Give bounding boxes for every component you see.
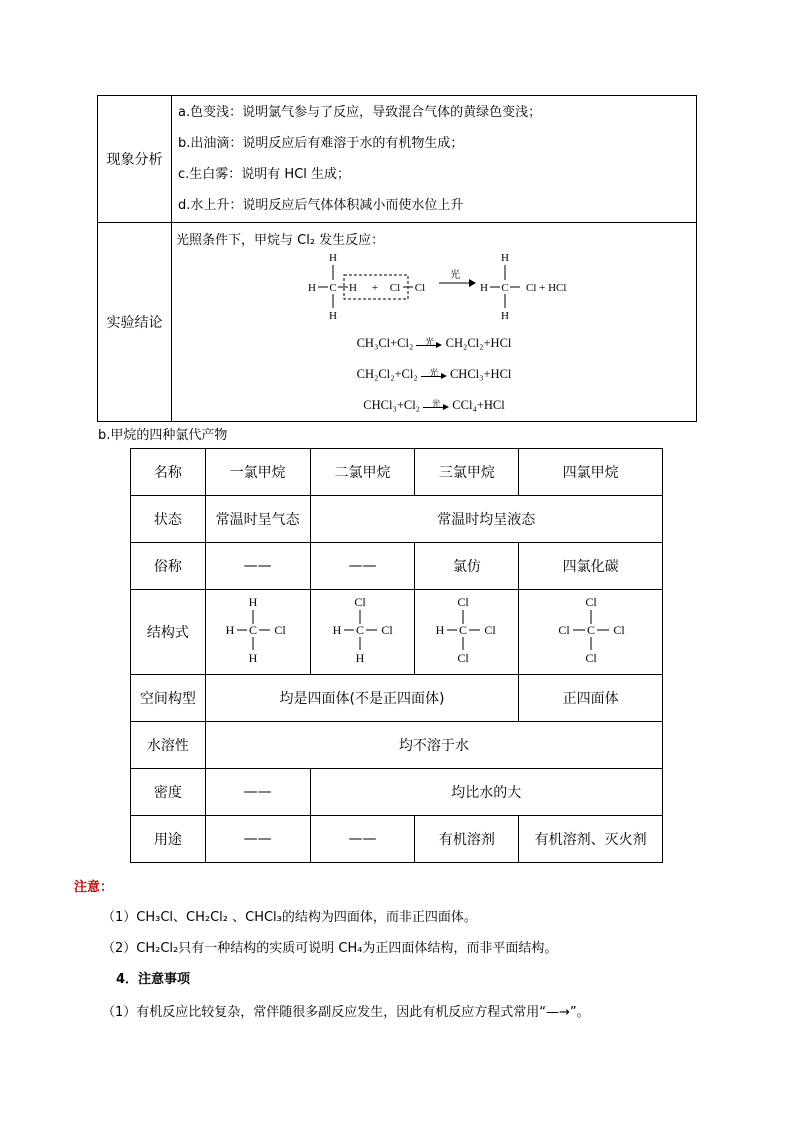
header-chloromethane: 一氯甲烷 xyxy=(205,449,310,496)
note-item-1: （1）CH₃Cl、CH₂Cl₂ 、CHCl₃的结构为四面体，而非正四面体。 xyxy=(102,910,477,925)
svg-text:Cl: Cl xyxy=(457,651,469,665)
svg-text:H: H xyxy=(225,623,234,637)
svg-text:Cl: Cl xyxy=(557,623,570,637)
svg-text:Cl: Cl xyxy=(484,623,496,637)
svg-text:C: C xyxy=(501,282,509,294)
structure-ccl4 xyxy=(519,590,663,675)
svg-text:H: H xyxy=(435,623,445,637)
equation-3-condition: 光 xyxy=(431,400,441,411)
common-name-1: —— xyxy=(205,543,310,590)
common-name-4: 四氯化碳 xyxy=(519,543,663,590)
solubility-value: 均不溶于水 xyxy=(205,722,662,769)
header-tetrachloromethane: 四氯甲烷 xyxy=(519,449,663,496)
chcl3-structure xyxy=(427,592,507,668)
use-3: 有机溶剂 xyxy=(415,816,519,863)
svg-text:H: H xyxy=(333,623,342,637)
structure-chcl3 xyxy=(415,590,519,675)
use-row xyxy=(131,816,663,863)
structure-ch2cl2 xyxy=(310,590,415,675)
svg-text:Cl: Cl xyxy=(381,623,394,637)
phenomenon-line-b: b.出油滴：说明反应后有难溶于水的有机物生成； xyxy=(178,136,464,151)
svg-text:H: H xyxy=(349,282,357,294)
density-row xyxy=(131,769,663,816)
common-name-label: 俗称 xyxy=(131,543,206,590)
equation-1 xyxy=(172,328,696,359)
state-rest: 常温时均呈液态 xyxy=(310,496,662,543)
svg-text:H: H xyxy=(501,310,509,322)
equation-3 xyxy=(172,390,696,421)
conclusion-cell xyxy=(172,223,697,422)
structure-ch3cl xyxy=(205,590,310,675)
header-dichloromethane: 二氯甲烷 xyxy=(310,449,415,496)
structure-row xyxy=(131,590,663,675)
section4-item-1: （1）有机反应比较复杂，常伴随很多副反应发生，因此有机反应方程式常用“—→”。 xyxy=(102,1005,590,1020)
phenomenon-line-c: c.生白雾：说明有 HCl 生成； xyxy=(178,167,351,182)
density-label: 密度 xyxy=(131,769,206,816)
svg-text:Cl: Cl xyxy=(354,595,367,609)
solubility-label: 水溶性 xyxy=(131,722,206,769)
shape-last: 正四面体 xyxy=(519,675,663,722)
svg-text:Cl: Cl xyxy=(389,282,401,294)
shape-first: 均是四面体(不是正四面体) xyxy=(205,675,519,722)
header-trichloromethane: 三氯甲烷 xyxy=(415,449,519,496)
equation-2-condition: 光 xyxy=(429,369,439,380)
svg-text:H: H xyxy=(329,310,337,322)
svg-text:H: H xyxy=(480,282,488,294)
equation-2-rhs: CHCl₃+HCl xyxy=(449,367,512,381)
density-rest: 均比水的大 xyxy=(310,769,662,816)
conclusion-row xyxy=(98,223,697,422)
svg-text:Cl: Cl xyxy=(584,651,597,665)
svg-text:C: C xyxy=(586,623,595,637)
ccl4-structure xyxy=(546,592,636,668)
phenomenon-line-a: a.色变浅：说明氯气参与了反应，导致混合气体的黄绿色变浅； xyxy=(178,105,542,120)
svg-text:H: H xyxy=(248,651,257,665)
reaction-condition-label: 光 xyxy=(450,270,460,281)
state-first: 常温时呈气态 xyxy=(205,496,310,543)
svg-text:Cl: Cl xyxy=(273,623,286,637)
svg-text:H: H xyxy=(356,651,365,665)
use-2: —— xyxy=(310,816,415,863)
light-arrow-icon xyxy=(416,339,442,349)
use-4: 有机溶剂、灭火剂 xyxy=(519,816,663,863)
svg-text:H: H xyxy=(329,252,337,264)
phenomenon-cell xyxy=(172,96,697,223)
phenomenon-label: 现象分析 xyxy=(98,96,172,223)
chlorinated-products-table xyxy=(130,448,663,863)
equation-1-rhs: CH₂Cl₂+HCl xyxy=(445,336,512,350)
shape-label: 空间构型 xyxy=(131,675,206,722)
common-name-row xyxy=(131,543,663,590)
common-name-3: 氯仿 xyxy=(415,543,519,590)
note-title: 注意： xyxy=(74,880,114,895)
header-row xyxy=(131,449,663,496)
methane-reaction-diagram xyxy=(172,248,692,328)
experiment-table xyxy=(97,95,697,422)
svg-text:Cl: Cl xyxy=(584,595,597,609)
equation-3-rhs: CCl₄+HCl xyxy=(452,398,505,412)
svg-text:C: C xyxy=(248,623,257,637)
svg-text:H: H xyxy=(308,282,316,294)
equation-2-lhs: CH₂Cl₂+Cl₂ xyxy=(356,367,418,381)
equation-2 xyxy=(172,359,696,390)
use-label: 用途 xyxy=(131,816,206,863)
equation-1-lhs: CH₃Cl+Cl₂ xyxy=(356,336,414,350)
common-name-2: —— xyxy=(310,543,415,590)
svg-text:C: C xyxy=(356,623,365,637)
header-name: 名称 xyxy=(131,449,206,496)
products-title: b.甲烷的四种氯代产物 xyxy=(98,428,228,443)
ch2cl2-structure xyxy=(322,592,402,668)
light-arrow-icon xyxy=(423,401,449,411)
phenomenon-row xyxy=(98,96,697,223)
structure-label: 结构式 xyxy=(131,590,206,675)
conclusion-label: 实验结论 xyxy=(98,223,172,422)
state-row xyxy=(131,496,663,543)
conclusion-intro: 光照条件下，甲烷与 Cl₂ 发生反应： xyxy=(176,233,385,248)
svg-text:Cl: Cl xyxy=(612,623,625,637)
state-label: 状态 xyxy=(131,496,206,543)
density-first: —— xyxy=(205,769,310,816)
phenomenon-line-d: d.水上升：说明反应后气体体积减小而使水位上升 xyxy=(178,198,464,213)
svg-text:Cl: Cl xyxy=(414,282,426,294)
svg-text:C: C xyxy=(329,282,337,294)
light-arrow-icon xyxy=(421,370,447,380)
section4-title: 4．注意事项 xyxy=(116,972,191,987)
svg-text:+: + xyxy=(371,282,379,294)
shape-row xyxy=(131,675,663,722)
equation-1-condition: 光 xyxy=(424,338,434,349)
svg-text:Cl + HCl: Cl + HCl xyxy=(526,282,567,294)
note-item-2: （2）CH₂Cl₂只有一种结构的实质可说明 CH₄为正四面体结构，而非平面结构。 xyxy=(102,941,558,956)
svg-text:H: H xyxy=(501,252,509,264)
ch3cl-structure xyxy=(218,592,298,668)
use-1: —— xyxy=(205,816,310,863)
svg-text:Cl: Cl xyxy=(457,595,469,609)
equation-3-lhs: CHCl₃+Cl₂ xyxy=(363,398,421,412)
solubility-row xyxy=(131,722,663,769)
svg-text:H: H xyxy=(248,595,257,609)
svg-text:C: C xyxy=(458,623,467,637)
